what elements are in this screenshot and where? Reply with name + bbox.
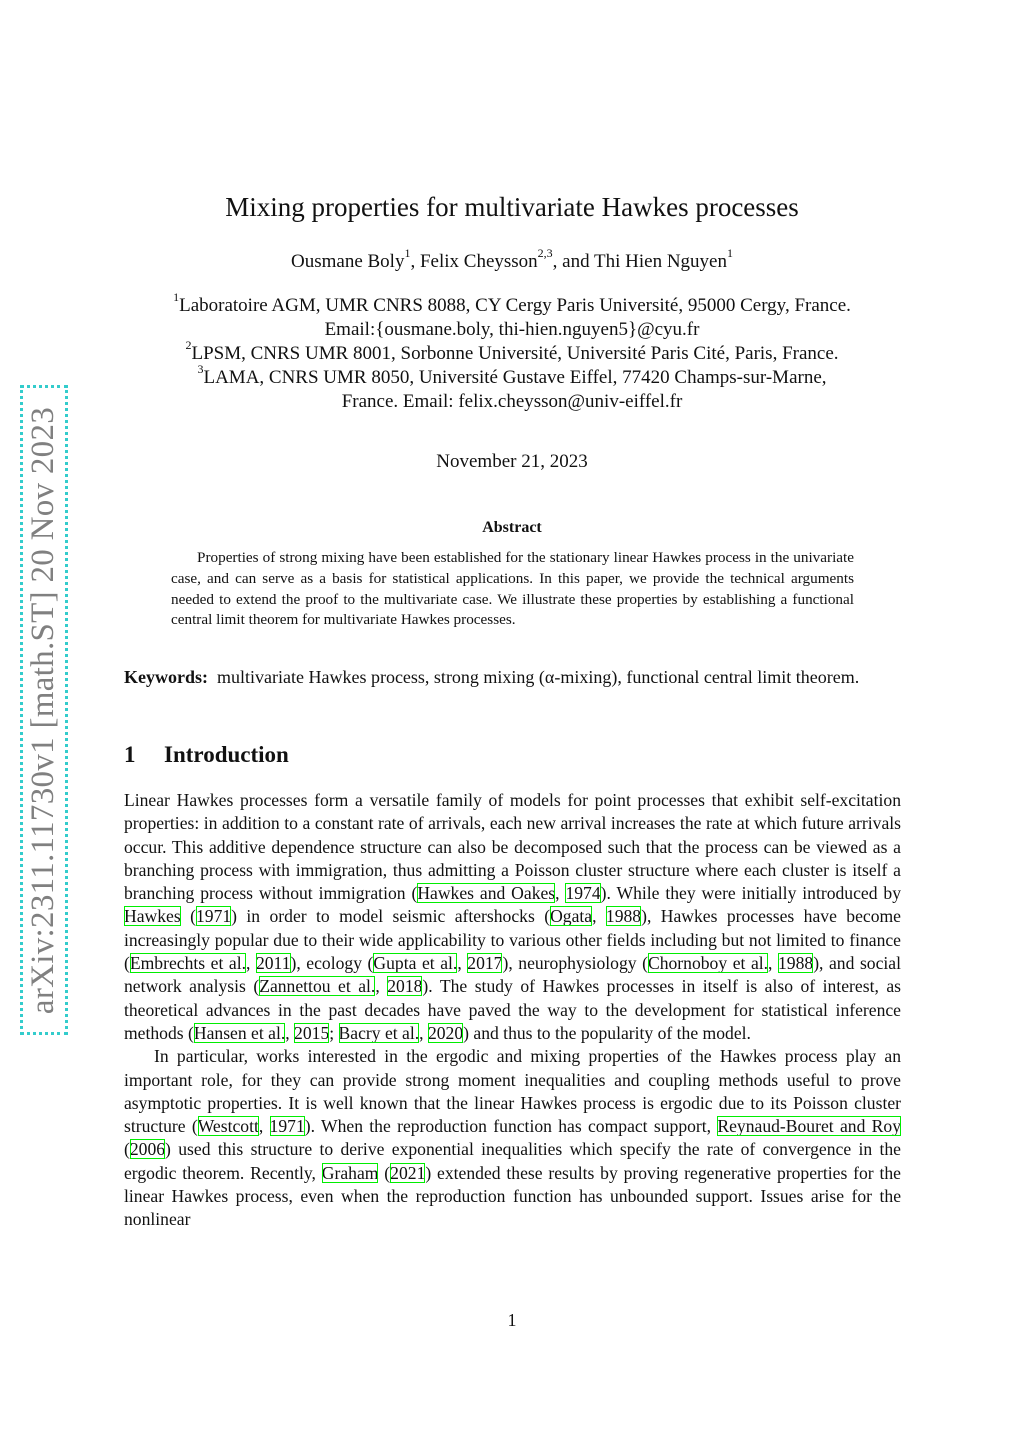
- citation-link[interactable]: 2011: [255, 953, 291, 974]
- author-affiliation-mark: 2,3: [537, 245, 553, 260]
- citation-link[interactable]: 1974: [565, 883, 601, 904]
- paragraph-text: ), Hawkes processes have become increasingly popular due to their wide applicability to various other fields including but not limited to finance (: [124, 906, 901, 974]
- author-affiliation-mark: 1: [404, 245, 411, 260]
- citation-link[interactable]: Chornoboy et al.: [647, 953, 769, 974]
- paragraph-text: ), and social network analysis (: [124, 953, 901, 997]
- arxiv-identifier-text: arXiv:2311.11730v1 [math.ST] 20 Nov 2023: [25, 406, 62, 1014]
- citation-link[interactable]: Hawkes and Oakes: [417, 883, 556, 904]
- paragraph-text: ,: [258, 1116, 270, 1137]
- page-number: 1: [507, 1310, 517, 1330]
- author-name: Thi Hien Nguyen: [594, 251, 727, 272]
- author-separator: , and: [552, 251, 595, 272]
- paragraph-text: ). The study of Hawkes processes in itself is also of interest, as theoretical advances in the past decades have paved the way to the development for statistical inference methods (: [124, 976, 902, 1043]
- author-separator: ,: [410, 251, 420, 272]
- citation-link[interactable]: Graham: [321, 1162, 379, 1183]
- paragraph-text: ;: [329, 1022, 339, 1043]
- citation-link[interactable]: 2015: [294, 1022, 330, 1043]
- paper-title: Mixing properties for multivariate Hawkes processes: [225, 192, 799, 222]
- paragraph-text: ) and thus to the popularity of the model.: [463, 1022, 751, 1043]
- paragraph-text: ,: [375, 976, 388, 997]
- affiliation-line: [100, 318, 924, 342]
- paragraph: [124, 789, 901, 1045]
- citation-link[interactable]: Hansen et al.: [193, 1022, 286, 1043]
- author-name: Felix Cheysson: [419, 251, 538, 272]
- citation-link[interactable]: Ogata: [550, 906, 593, 927]
- paragraph-text: ,: [419, 1022, 428, 1043]
- paragraph-text: ,: [555, 883, 566, 904]
- introduction-body: [124, 789, 901, 1232]
- paragraph-text: ,: [246, 953, 256, 974]
- affiliation-list: [100, 289, 924, 414]
- paragraph-text: ,: [457, 953, 468, 974]
- affiliation-mark: 3: [197, 361, 204, 376]
- affiliation-mark: 1: [173, 289, 180, 304]
- paragraph-text: In particular, works interested in the ergodic and mixing properties of the Hawkes process play an important role, for they can provide strong moment inequalities and coupling methods useful to prove asymptotic properties. It is well known that the linear Hawkes process is ergodic due to its Poisson cluster structure (: [124, 1046, 901, 1137]
- paragraph-text: Linear Hawkes processes form a versatile family of models for point processes that exhibit self-excitation properties: in addition to a constant rate of arrivals, each new arrival increases the rate at which future arrivals occur. This additive dependence structure can also be decomposed such that the process can be viewed as a branching process with immigration, thus admitting a Poisson cluster structure where each cluster is itself a branching process without immigration (: [124, 790, 901, 904]
- paragraph-text: ) in order to model seismic aftershocks (: [231, 906, 551, 927]
- citation-link[interactable]: 2018: [387, 976, 423, 997]
- citation-link[interactable]: 1971: [269, 1116, 305, 1137]
- affiliation-text: LPSM, CNRS UMR 8001, Sorbonne Université, Université Paris Cité, Paris, France.: [191, 343, 839, 364]
- section-number: 1: [124, 742, 136, 767]
- section-heading: [124, 742, 901, 768]
- paragraph-text: (: [124, 1139, 130, 1160]
- citation-link[interactable]: Embrechts et al.: [129, 953, 246, 974]
- keywords-text: multivariate Hawkes process, strong mixing (α-mixing), functional central limit theorem.: [217, 667, 860, 687]
- paragraph-text: ), ecology (: [290, 953, 374, 974]
- citation-link[interactable]: 1988: [605, 906, 642, 927]
- publication-date: November 21, 2023: [436, 451, 588, 472]
- citation-link[interactable]: Westcott: [197, 1116, 259, 1137]
- keywords: [124, 666, 901, 690]
- citation-link[interactable]: Reynaud-Bouret and Roy: [717, 1116, 901, 1137]
- affiliation-mark: 2: [185, 337, 192, 352]
- paragraph-text: ,: [285, 1022, 295, 1043]
- paragraph-text: ,: [768, 953, 778, 974]
- citation-link[interactable]: Zannettou et al.: [259, 976, 376, 997]
- citation-link[interactable]: 2020: [427, 1022, 464, 1043]
- affiliation-text: LAMA, CNRS UMR 8050, Université Gustave Eiffel, 77420 Champs-sur-Marne,: [203, 367, 827, 388]
- citation-link[interactable]: 1988: [778, 953, 814, 974]
- paragraph-text: ), neurophysiology (: [502, 953, 648, 974]
- affiliation-line: [100, 289, 924, 318]
- paragraph-text: ) used this structure to derive exponential inequalities which specify the rate of convergence in the ergodic theorem. Recently,: [124, 1139, 901, 1183]
- citation-link[interactable]: Bacry et al.: [338, 1022, 420, 1043]
- citation-link[interactable]: Hawkes: [124, 906, 181, 927]
- author-list: [0, 245, 1024, 273]
- keywords-label: Keywords:: [124, 667, 208, 687]
- paragraph-text: ). While they were initially introduced by: [600, 883, 901, 904]
- paragraph-text: ,: [592, 906, 606, 927]
- citation-link[interactable]: 2006: [129, 1139, 166, 1160]
- affiliation-email: France. Email: felix.cheysson@univ-eiffel.fr: [341, 391, 683, 412]
- paragraph-text: ) extended these results by proving regenerative properties for the linear Hawkes process, even when the reproduction function has unbounded support. Issues arise for the nonlinear: [124, 1162, 901, 1230]
- citation-link[interactable]: 2017: [467, 953, 503, 974]
- affiliation-line: [100, 337, 924, 366]
- paragraph: [124, 1045, 901, 1231]
- citation-link[interactable]: 1971: [195, 906, 232, 927]
- abstract-heading: Abstract: [482, 519, 542, 536]
- affiliation-email: Email:{ousmane.boly, thi-hien.nguyen5}@cyu.fr: [324, 319, 700, 340]
- affiliation-text: Laboratoire AGM, UMR CNRS 8088, CY Cergy Paris Université, 95000 Cergy, France.: [179, 295, 851, 316]
- paragraph-text: (: [180, 906, 196, 927]
- section-title: Introduction: [164, 742, 289, 767]
- citation-link[interactable]: Gupta et al.: [373, 953, 458, 974]
- affiliation-line: [100, 361, 924, 390]
- author-name: Ousmane Boly: [291, 251, 405, 272]
- paragraph-text: (: [378, 1162, 391, 1183]
- affiliation-line: [100, 390, 924, 414]
- paragraph-text: ). When the reproduction function has compact support,: [304, 1116, 718, 1137]
- author-affiliation-mark: 1: [727, 245, 733, 260]
- arxiv-identifier-stamp: [20, 385, 68, 1035]
- citation-link[interactable]: 2021: [390, 1162, 426, 1183]
- abstract-text: Properties of strong mixing have been established for the stationary linear Hawkes process in the univariate case, and can serve as a basis for statistical applications. In this paper, we provide the technical arguments needed to extend the proof to the multivariate case. We illustrate these properties by establishing a functional central limit theorem for multivariate Hawkes processes.: [171, 549, 854, 629]
